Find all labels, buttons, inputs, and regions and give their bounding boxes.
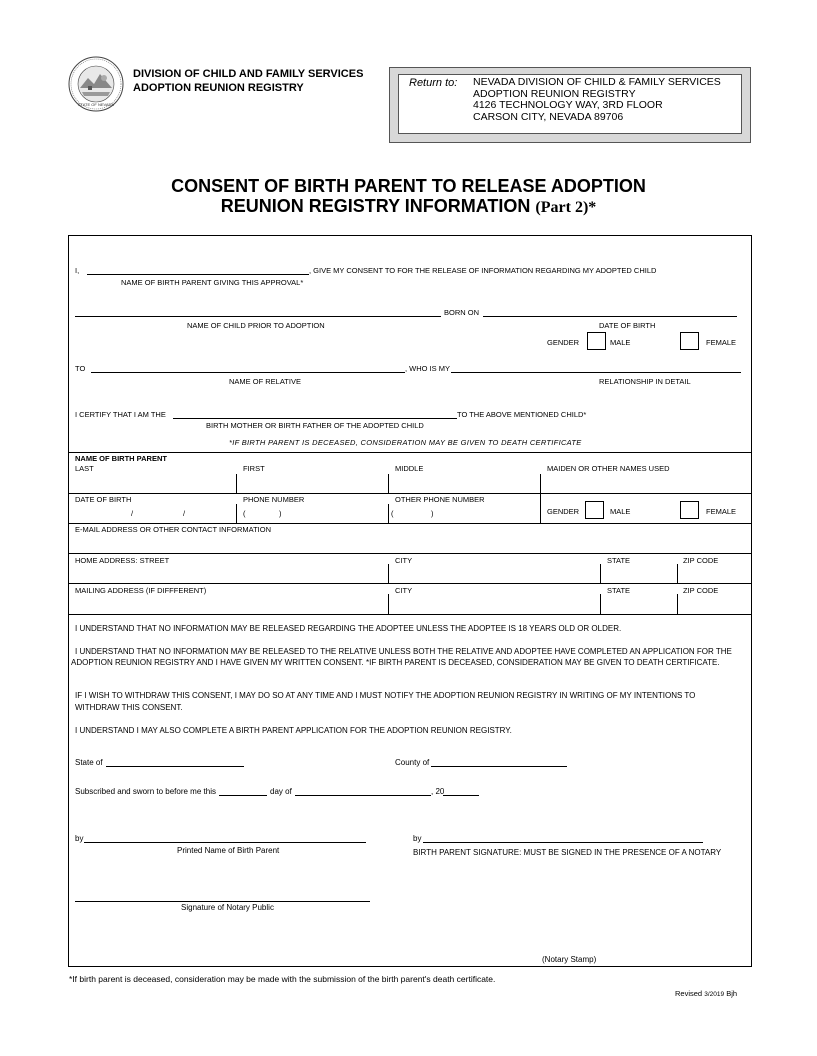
- parent-female-checkbox[interactable]: [680, 501, 699, 519]
- return-address-line: 4126 TECHNOLOGY WAY, 3RD FLOOR: [473, 99, 663, 111]
- first-name-label: FIRST: [243, 464, 265, 473]
- dob-slash: /: [131, 509, 134, 518]
- form-title-text: REUNION REGISTRY INFORMATION: [220, 196, 531, 216]
- state-label: STATE: [607, 586, 631, 595]
- parent-male-checkbox[interactable]: [585, 501, 604, 519]
- city-label: CITY: [395, 586, 413, 595]
- birth-mother-caption: BIRTH MOTHER OR BIRTH FATHER OF THE ADOPTED CHILD: [206, 421, 424, 430]
- last-name-label: LAST: [75, 464, 94, 473]
- other-phone-label: OTHER PHONE NUMBER: [395, 495, 485, 504]
- parent-male-label: MALE: [610, 507, 631, 516]
- divider: [69, 523, 751, 524]
- printed-name-field[interactable]: [84, 842, 366, 843]
- child-name-field[interactable]: [75, 316, 441, 317]
- parent-female-label: FEMALE: [706, 507, 737, 516]
- relationship-caption: RELATIONSHIP IN DETAIL: [599, 377, 691, 386]
- to-label: TO: [75, 364, 86, 373]
- field-divider: [388, 474, 389, 493]
- who-is-my-label: , WHO IS MY: [405, 364, 450, 373]
- notary-signature-field[interactable]: [75, 901, 370, 902]
- statement-2-cont: ADOPTION REUNION REGISTRY AND I HAVE GIVEN MY WRITTEN CONSENT. *IF BIRTH PARENT IS DECEASED, CONSIDERATION MAY BE GIVEN TO DEATH CERTIFICATE.: [71, 658, 720, 667]
- field-divider: [540, 474, 541, 493]
- return-address: [473, 77, 721, 123]
- svg-text:STATE OF NEVADA: STATE OF NEVADA: [77, 102, 115, 107]
- female-checkbox[interactable]: [680, 332, 699, 350]
- notary-stamp-label: (Notary Stamp): [542, 955, 597, 964]
- subscribed-label: Subscribed and sworn to before me this: [75, 787, 216, 796]
- day-of-label: day of: [270, 787, 292, 796]
- return-address-line: CARSON CITY, NEVADA 89706: [473, 110, 624, 123]
- female-label: FEMALE: [706, 338, 737, 347]
- field-divider: [236, 504, 237, 523]
- statement-3: IF I WISH TO WITHDRAW THIS CONSENT, I MAY DO SO AT ANY TIME AND I MUST NOTIFY THE ADOPTION REUNION REGISTRY IN WRITING OF MY INTENTIONS TO: [75, 691, 696, 700]
- state-of-field[interactable]: [106, 766, 244, 767]
- statement-3-cont: WITHDRAW THIS CONSENT.: [75, 703, 183, 712]
- consent-text: , GIVE MY CONSENT TO FOR THE RELEASE OF INFORMATION REGARDING MY ADOPTED CHILD: [309, 266, 657, 275]
- consent-form: [68, 235, 752, 967]
- field-divider: [388, 564, 389, 583]
- parent-gender-label: GENDER: [547, 507, 580, 516]
- field-divider: [388, 504, 389, 523]
- statement-1: I UNDERSTAND THAT NO INFORMATION MAY BE RELEASED REGARDING THE ADOPTEE UNLESS THE ADOPTEE IS 18 YEARS OLD OR OLDER.: [75, 624, 622, 633]
- division-name: DIVISION OF CHILD AND FAMILY SERVICES: [133, 68, 364, 80]
- other-phone-paren: ): [431, 509, 434, 518]
- maiden-name-label: MAIDEN OR OTHER NAMES USED: [547, 464, 670, 473]
- notary-signature-caption: Signature of Notary Public: [181, 903, 274, 912]
- footnote: *If birth parent is deceased, consideration may be made with the submission of the birth parent's death certificate.: [69, 974, 496, 984]
- year-prefix: , 20: [431, 787, 445, 796]
- form-title-line1: CONSENT OF BIRTH PARENT TO RELEASE ADOPTION: [171, 176, 646, 196]
- email-label: E-MAIL ADDRESS OR OTHER CONTACT INFORMATION: [75, 525, 271, 534]
- field-divider: [677, 594, 678, 614]
- return-to-label: Return to:: [409, 77, 458, 89]
- dob-label: DATE OF BIRTH: [75, 495, 132, 504]
- sworn-year-field[interactable]: [443, 795, 479, 796]
- divider: [69, 452, 751, 453]
- revised-initials: Bjh: [726, 989, 738, 998]
- dob-slash: /: [183, 509, 186, 518]
- child-dob-field[interactable]: [483, 316, 737, 317]
- zip-label: ZIP CODE: [683, 586, 719, 595]
- parent-section-heading: NAME OF BIRTH PARENT: [75, 454, 167, 463]
- revised-label: Revised: [675, 989, 703, 998]
- zip-label: ZIP CODE: [683, 556, 719, 565]
- statement-2: I UNDERSTAND THAT NO INFORMATION MAY BE RELEASED TO THE RELATIVE UNLESS BOTH THE RELATIVE AND ADOPTEE HAVE COMPLETED AN APPLICATION FOR THE: [75, 647, 732, 656]
- relationship-field[interactable]: [451, 372, 741, 373]
- statement-4: I UNDERSTAND I MAY ALSO COMPLETE A BIRTH PARENT APPLICATION FOR THE ADOPTION REUNION REGISTRY.: [75, 726, 512, 735]
- birth-parent-name-caption: NAME OF BIRTH PARENT GIVING THIS APPROVAL*: [121, 278, 304, 287]
- revised-date: 3/2019: [704, 991, 725, 998]
- county-of-field[interactable]: [431, 766, 567, 767]
- male-label: MALE: [610, 338, 631, 347]
- phone-label: PHONE NUMBER: [243, 495, 305, 504]
- revision-info: [675, 989, 737, 998]
- field-divider: [600, 564, 601, 583]
- state-of-label: State of: [75, 758, 103, 767]
- middle-name-label: MIDDLE: [395, 464, 424, 473]
- child-dob-caption: DATE OF BIRTH: [599, 321, 656, 330]
- male-checkbox[interactable]: [587, 332, 606, 350]
- birth-mother-father-field[interactable]: [173, 418, 457, 419]
- return-address-box: [389, 67, 751, 143]
- phone-paren: (: [243, 509, 246, 518]
- form-title-part: (Part 2)*: [535, 199, 597, 216]
- i-label: I,: [75, 266, 80, 275]
- birth-parent-name-field[interactable]: [87, 274, 309, 275]
- divider: [69, 553, 751, 554]
- child-name-caption: NAME OF CHILD PRIOR TO ADOPTION: [187, 321, 325, 330]
- sworn-day-field[interactable]: [219, 795, 267, 796]
- gender-label: GENDER: [547, 338, 580, 347]
- state-label: STATE: [607, 556, 631, 565]
- by-label: by: [413, 834, 422, 843]
- printed-name-caption: Printed Name of Birth Parent: [177, 846, 280, 855]
- city-label: CITY: [395, 556, 413, 565]
- return-address-line: ADOPTION REUNION REGISTRY: [473, 87, 636, 100]
- state-seal-icon: [68, 56, 124, 112]
- county-of-label: County of: [395, 758, 430, 767]
- sworn-month-field[interactable]: [295, 795, 431, 796]
- deceased-note: *IF BIRTH PARENT IS DECEASED, CONSIDERATION MAY BE GIVEN TO DEATH CERTIFICATE: [229, 438, 582, 447]
- other-phone-paren: (: [391, 509, 394, 518]
- birth-parent-signature-field[interactable]: [423, 842, 703, 843]
- divider: [69, 583, 751, 584]
- form-title-line2: [0, 196, 817, 217]
- certify-label: I CERTIFY THAT I AM THE: [75, 410, 166, 419]
- phone-paren: ): [279, 509, 282, 518]
- field-divider: [600, 594, 601, 614]
- mailing-address-label: MAILING ADDRESS (IF DIFFFERENT): [75, 586, 207, 595]
- relative-name-field[interactable]: [91, 372, 405, 373]
- field-divider: [540, 493, 541, 523]
- registry-name: ADOPTION REUNION REGISTRY: [133, 82, 304, 94]
- relative-name-caption: NAME OF RELATIVE: [229, 377, 301, 386]
- divider: [69, 493, 751, 494]
- signature-note: BIRTH PARENT SIGNATURE: MUST BE SIGNED IN THE PRESENCE OF A NOTARY: [413, 848, 722, 857]
- field-divider: [236, 474, 237, 493]
- to-above-label: TO THE ABOVE MENTIONED CHILD*: [457, 410, 587, 419]
- home-address-label: HOME ADDRESS: STREET: [75, 556, 170, 565]
- return-address-line: NEVADA DIVISION OF CHILD & FAMILY SERVICES: [473, 76, 721, 88]
- field-divider: [677, 564, 678, 583]
- by-label: by: [75, 834, 84, 843]
- born-on-label: BORN ON: [444, 308, 480, 317]
- field-divider: [388, 594, 389, 614]
- divider: [69, 614, 751, 615]
